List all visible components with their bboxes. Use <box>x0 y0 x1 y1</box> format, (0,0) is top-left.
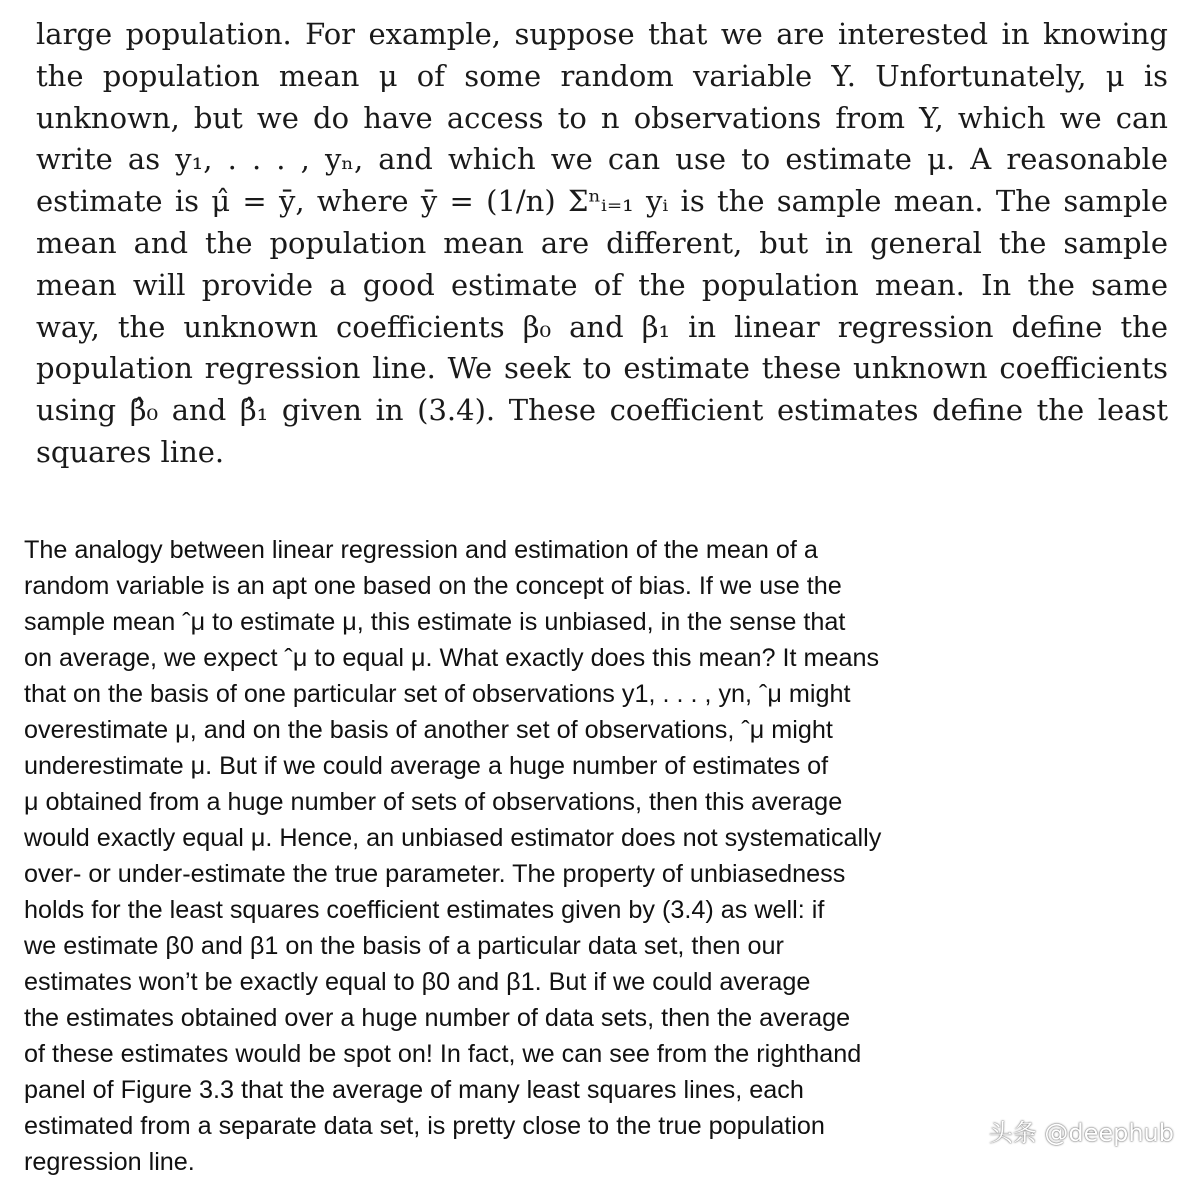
explanation-line: estimates won’t be exactly equal to β0 and β1. But if we could average <box>24 968 811 996</box>
explanation-line: that on the basis of one particular set of observations y1, . . . , yn, ˆμ might <box>24 680 851 708</box>
explanation-line: underestimate μ. But if we could average a huge number of estimates of <box>24 752 829 780</box>
explanation-line: random variable is an apt one based on the concept of bias. If we use the <box>24 572 842 600</box>
explanation-line: The analogy between linear regression and estimation of the mean of a <box>24 536 818 564</box>
excerpt-line: estimate is μ̂ = ȳ, where ȳ = (1/n) Σⁿᵢ₌₁ yᵢ is the sample mean. The sample <box>36 184 1168 219</box>
explanation-line: holds for the least squares coefficient estimates given by (3.4) as well: if <box>24 896 825 924</box>
explanation-line: of these estimates would be spot on! In fact, we can see from the righthand <box>24 1040 862 1068</box>
excerpt-line: mean will provide a good estimate of the population mean. In the same <box>36 267 1168 302</box>
excerpt-line: way, the unknown coefficients β₀ and β₁ in linear regression define the <box>36 309 1168 344</box>
excerpt-line: squares line. <box>36 434 225 469</box>
explanation-line: estimated from a separate data set, is pretty close to the true population <box>24 1112 825 1140</box>
excerpt-line: mean and the population mean are different, but in general the sample <box>36 225 1168 260</box>
explanation-line: regression line. <box>24 1148 195 1176</box>
excerpt-line: large population. For example, suppose that we are interested in knowing <box>36 17 1168 51</box>
explanation-line: the estimates obtained over a huge number of data sets, then the average <box>24 1004 851 1032</box>
explanation-line: panel of Figure 3.3 that the average of many least squares lines, each <box>24 1076 804 1104</box>
explanation-line: over- or under-estimate the true parameter. The property of unbiasedness <box>24 860 846 888</box>
explanation-line: sample mean ˆμ to estimate μ, this estimate is unbiased, in the sense that <box>24 608 846 636</box>
watermark: 头条 @deephub <box>988 1119 1174 1147</box>
excerpt-line: write as y₁, . . . , yₙ, and which we can use to estimate μ. A reasonable <box>36 142 1168 177</box>
explanation-line: would exactly equal μ. Hence, an unbiased estimator does not systematically <box>24 824 882 852</box>
explanation-paragraph <box>24 532 1034 1180</box>
excerpt-line: the population mean μ of some random variable Y. Unfortunately, μ is <box>36 58 1168 93</box>
excerpt-line: unknown, but we do have access to n observations from Y, which we can <box>36 100 1168 135</box>
explanation-line: we estimate β0 and β1 on the basis of a particular data set, then our <box>24 932 784 960</box>
explanation-line: μ obtained from a huge number of sets of observations, then this average <box>24 788 843 816</box>
explanation-line: overestimate μ, and on the basis of another set of observations, ˆμ might <box>24 716 833 744</box>
excerpt-line: population regression line. We seek to estimate these unknown coefficients <box>36 351 1168 386</box>
excerpt-line: using β̂₀ and β̂₁ given in (3.4). These coefficient estimates define the least <box>36 393 1168 428</box>
textbook-excerpt <box>36 14 1168 474</box>
explanation-line: on average, we expect ˆμ to equal μ. What exactly does this mean? It means <box>24 644 880 672</box>
